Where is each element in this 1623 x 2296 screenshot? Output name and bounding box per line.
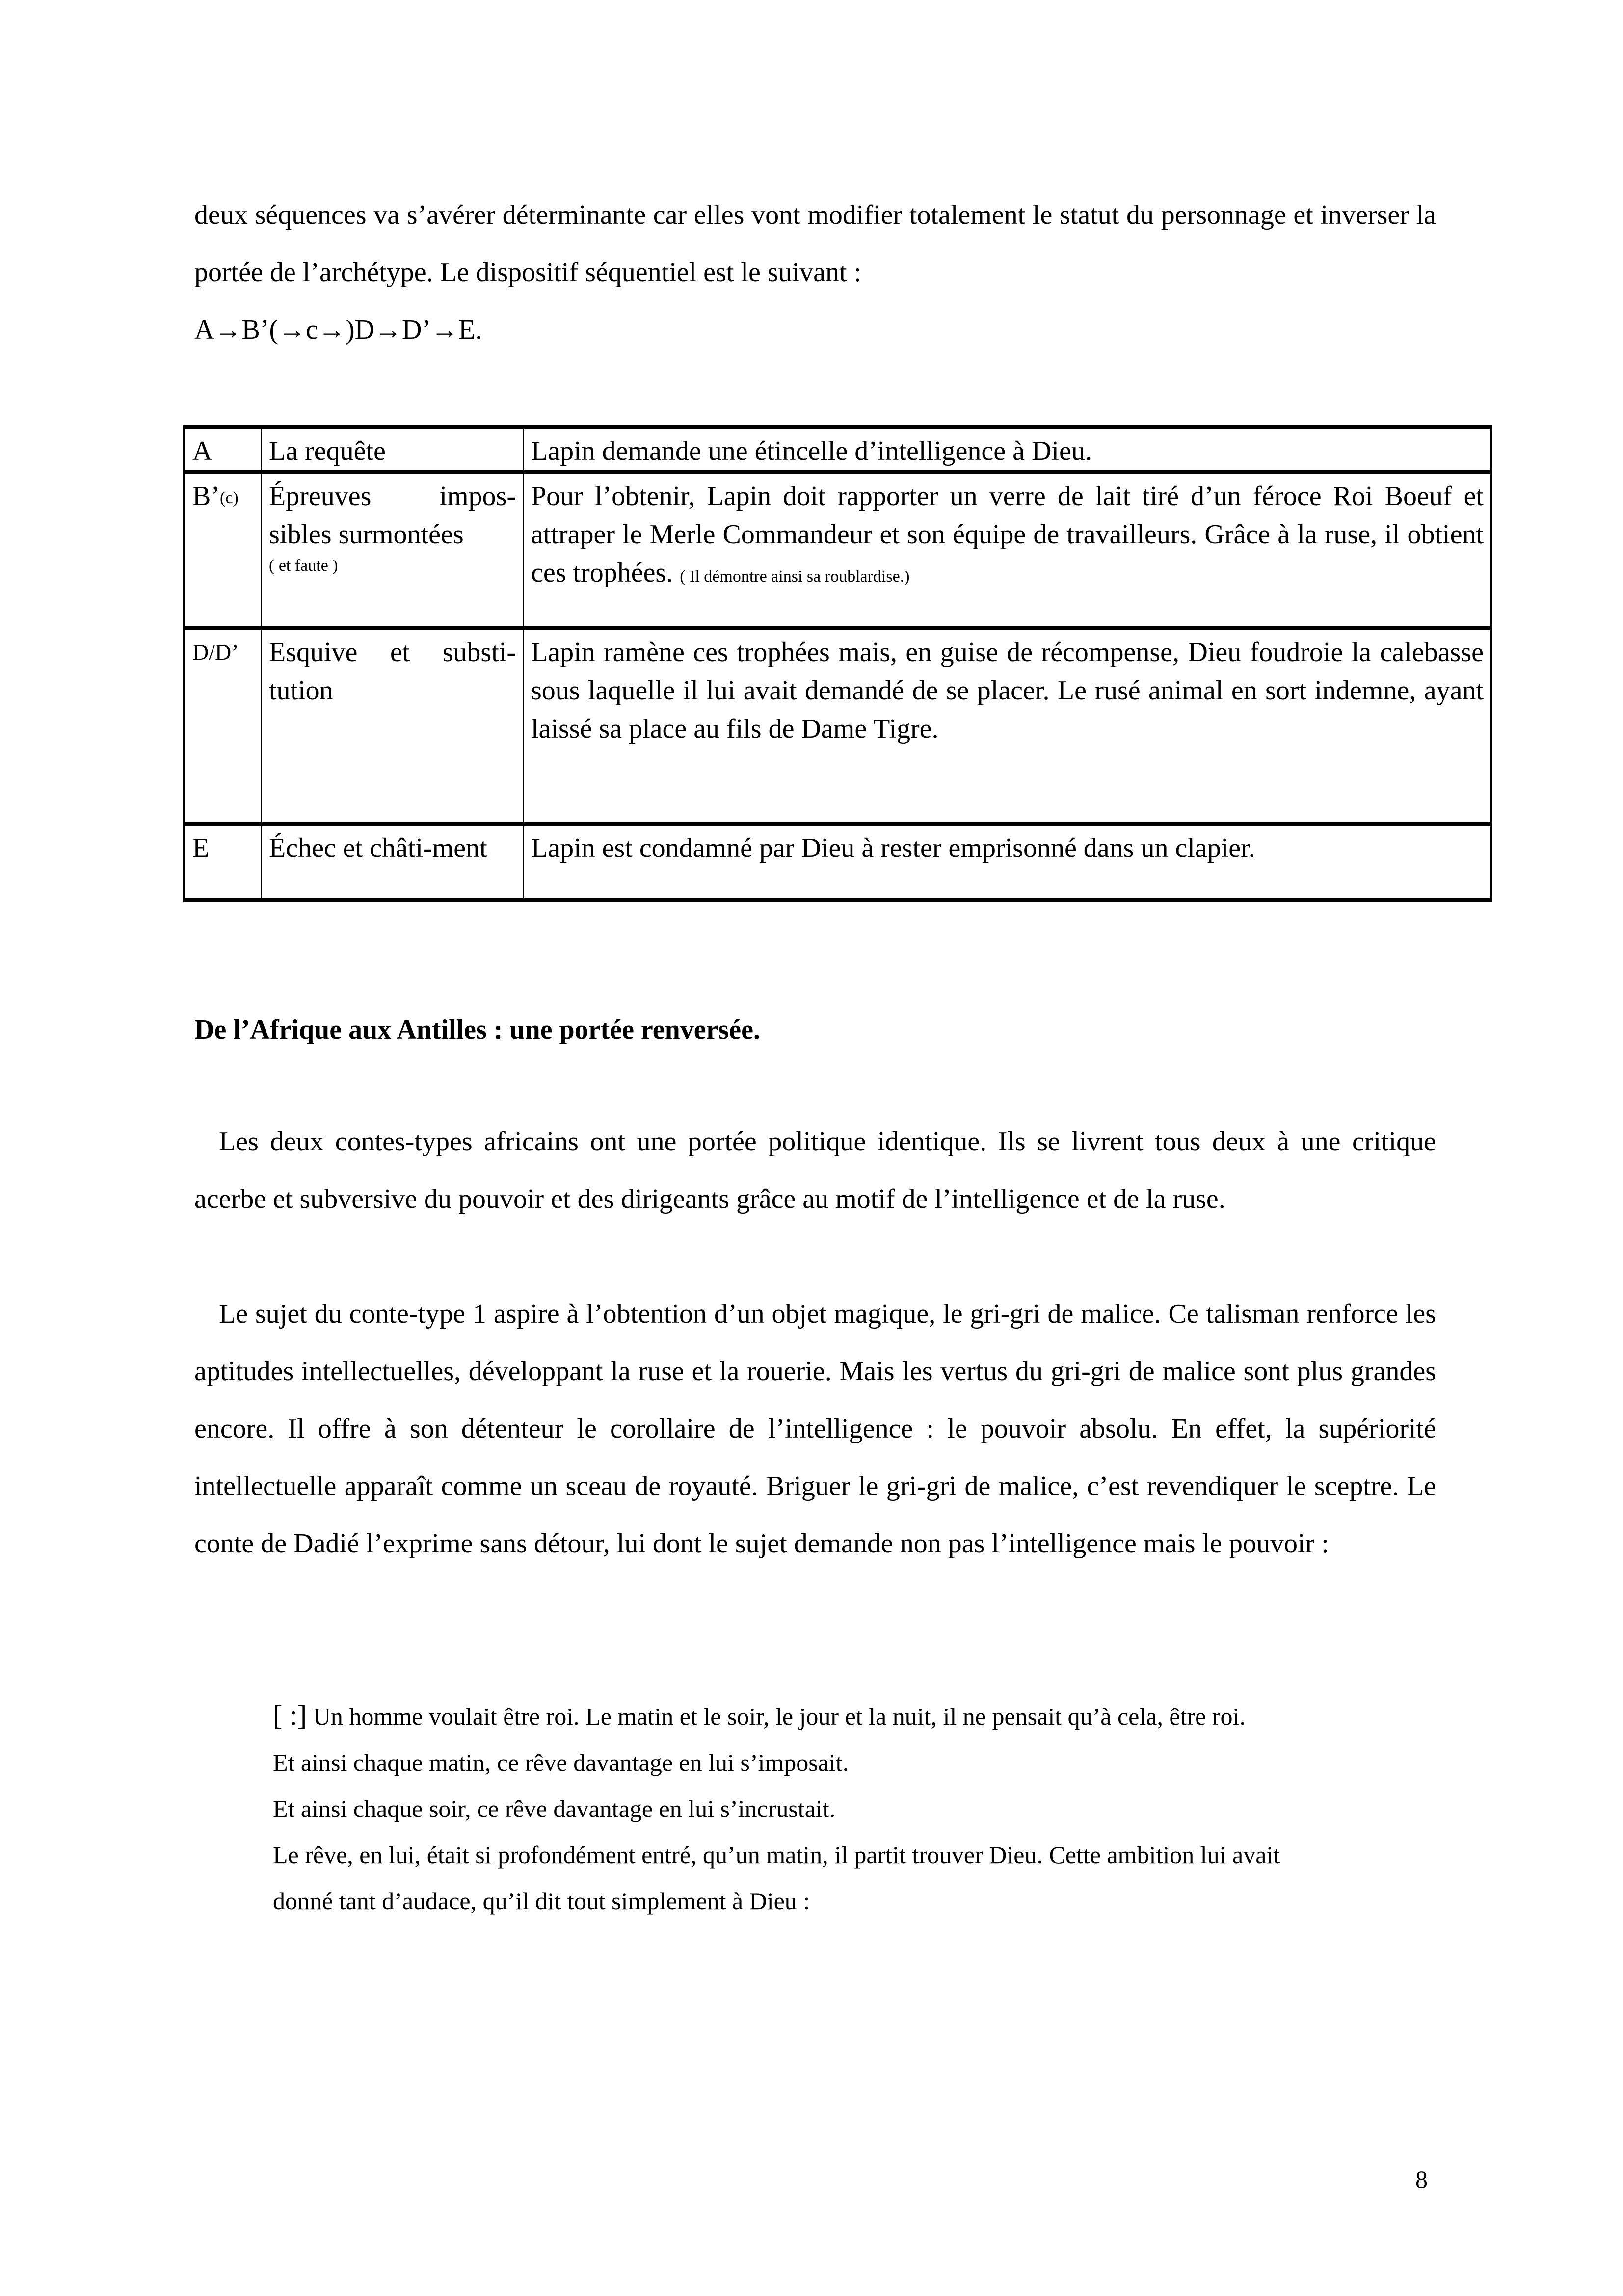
quote-line: [ :] Un homme voulait être roi. Le matin et le soir, le jour et la nuit, il ne pensait qu’à cela, être roi.	[273, 1699, 1246, 1731]
intro-text: deux séquences va s’avérer déterminante car elles vont modifier totalement le statut du personnage et inverser la portée de l’archétype. Le dispositif séquentiel est le suivant :	[194, 200, 1436, 288]
quote-line: Et ainsi chaque matin, ce rêve davantage en lui s’imposait.	[273, 1749, 849, 1776]
block-quote	[273, 1692, 1328, 1924]
sequence-label: Épreuves impos-sibles surmontées ( et faute )	[262, 472, 524, 628]
quote-line: Le rêve, en lui, était si profondément entré, qu’un matin, il partit trouver Dieu. Cette ambition lui avait donné tant d’audace, qu’il dit tout simplement à Dieu :	[273, 1841, 1280, 1915]
body-paragraph: Les deux contes-types africains ont une portée politique identique. Ils se livrent tous deux à une critique acerbe et subversive du pouvoir et des dirigeants grâce au motif de l’intelligence et de la ruse.	[194, 1126, 1436, 1214]
page-number: 8	[1415, 2165, 1428, 2193]
sequence-code-sub: (c)	[220, 489, 239, 507]
sequence-code: A	[184, 427, 262, 472]
sequence-description: Lapin demande une étincelle d’intelligence à Dieu.	[524, 427, 1491, 472]
sequence-label: La requête	[262, 427, 524, 472]
section-heading: De l’Afrique aux Antilles : une portée renversée.	[194, 1015, 760, 1045]
intro-paragraph	[194, 187, 1436, 359]
sequence-formula: A→B’(→c→)D→D’→E.	[194, 315, 482, 345]
sequence-description: Lapin ramène ces trophées mais, en guise de récompense, Dieu foudroie la calebasse sous laquelle il lui avait demandé de se placer. Le rusé animal en sort indemne, ayant laissé sa place au fils de Dame Tigre.	[524, 628, 1491, 824]
sequence-code: E	[184, 824, 262, 900]
sequence-code: B’(c)	[184, 472, 262, 628]
table-row	[184, 427, 1491, 472]
sequence-label: Esquive et substi-tution	[262, 628, 524, 824]
sequence-code: D/D’	[184, 628, 262, 824]
elision-bracket: [ :]	[273, 1699, 307, 1731]
sequence-table	[183, 425, 1492, 902]
description-aside: ( Il démontre ainsi sa roublardise.)	[680, 567, 910, 586]
sequence-description: Lapin est condamné par Dieu à rester emprisonné dans un clapier.	[524, 824, 1491, 900]
label-note: ( et faute )	[269, 557, 338, 575]
quote-line: Et ainsi chaque soir, ce rêve davantage en lui s’incrustait.	[273, 1795, 836, 1822]
sequence-description: Pour l’obtenir, Lapin doit rapporter un verre de lait tiré d’un féroce Roi Boeuf et attraper le Merle Commandeur et son équipe de travailleurs. Grâce à la ruse, il obtient ces trophées. ( Il démontre ainsi sa roublardise.)	[524, 472, 1491, 628]
table-row	[184, 472, 1491, 628]
table-row	[184, 628, 1491, 824]
table-row	[184, 824, 1491, 900]
sequence-label: Échec et châti-ment	[262, 824, 524, 900]
body-paragraph: Le sujet du conte-type 1 aspire à l’obtention d’un objet magique, le gri-gri de malice. Ce talisman renforce les aptitudes intellectuelles, développant la ruse et la rouerie. Mais les vertus du gri-gri de malice sont plus grandes encore. Il offre à son détenteur le corollaire de l’intelligence : le pouvoir absolu. En effet, la supériorité intellectuelle apparaît comme un sceau de royauté. Briguer le gri-gri de malice, c’est revendiquer le sceptre. Le conte de Dadié l’exprime sans détour, lui dont le sujet demande non pas l’intelligence mais le pouvoir :	[194, 1299, 1436, 1559]
